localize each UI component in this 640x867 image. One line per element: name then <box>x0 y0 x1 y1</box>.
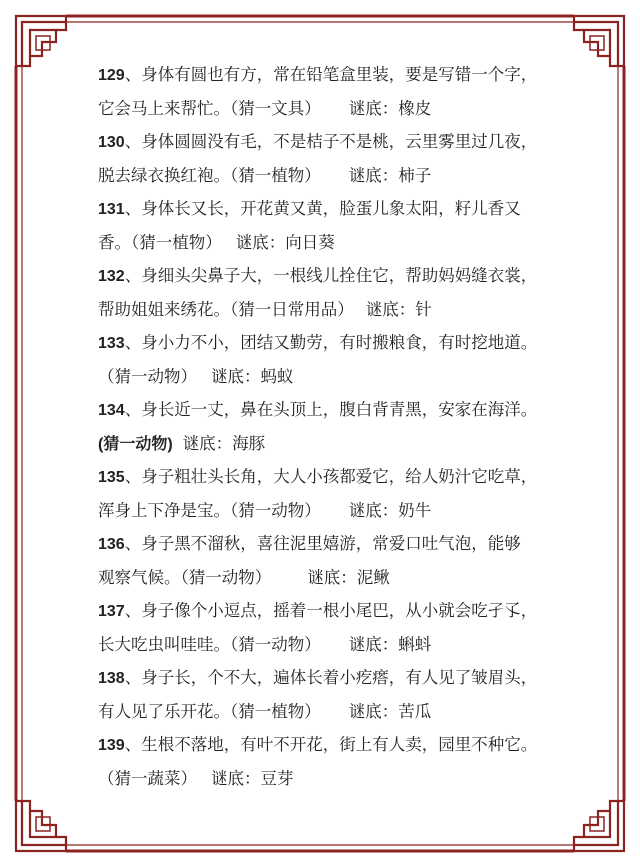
corner-ornament-top-left <box>16 16 66 66</box>
riddle-line <box>98 728 558 762</box>
riddle-item <box>98 594 558 661</box>
riddle-text: 长大吃虫叫哇哇。（猜一动物） <box>98 634 321 654</box>
riddle-item <box>98 192 558 259</box>
riddle-answer: 泥鳅 <box>356 567 390 587</box>
answer-label: 谜底： <box>211 366 261 386</box>
riddle-answer: 苦瓜 <box>398 701 432 721</box>
riddle-text: 、身子黑不溜秋，喜往泥里嬉游，常爱口吐气泡，能够 <box>124 534 521 553</box>
riddle-text: 、身体长又长，开花黄又黄，脸蛋儿象太阳，籽儿香又 <box>124 199 521 218</box>
riddle-line <box>98 226 558 260</box>
riddle-line <box>98 293 558 327</box>
riddle-line <box>98 762 558 796</box>
riddle-item <box>98 460 558 527</box>
riddle-item <box>98 125 558 192</box>
riddle-item <box>98 58 558 125</box>
riddle-answer: 蝌蚪 <box>398 634 432 654</box>
riddle-answer: 橡皮 <box>398 98 432 118</box>
riddle-number: 136 <box>98 536 125 553</box>
riddle-item <box>98 259 558 326</box>
riddle-line <box>98 695 558 729</box>
answer-label: 谜底： <box>348 701 399 721</box>
riddle-number: 139 <box>98 737 125 754</box>
riddle-text: 有人见了乐开花。（猜一植物） <box>98 701 321 721</box>
answer-label: 谜底： <box>365 299 416 319</box>
answer-label: 谜底： <box>348 634 399 654</box>
riddle-number: 138 <box>98 670 125 687</box>
riddle-answer: 柿子 <box>398 165 432 185</box>
riddle-line <box>98 92 558 126</box>
riddle-answer: 奶牛 <box>398 500 432 520</box>
riddle-text: 、身细头尖鼻子大，一根线儿拴住它，帮助妈妈缝衣裳， <box>124 266 538 285</box>
riddle-line <box>98 628 558 662</box>
riddle-line <box>98 661 558 695</box>
riddle-answer: 向日葵 <box>285 232 335 252</box>
corner-ornament-bottom-left <box>16 801 66 851</box>
riddle-text: 、身体圆圆没有毛，不是桔子不是桃，云里雾里过几夜， <box>124 132 538 151</box>
riddle-line <box>98 125 558 159</box>
riddle-line <box>98 594 558 628</box>
riddle-line <box>98 58 558 92</box>
riddle-item <box>98 728 558 795</box>
riddle-text: (猜一动物) <box>98 435 173 453</box>
answer-label: 谜底： <box>348 500 399 520</box>
riddle-number: 135 <box>98 469 125 486</box>
riddle-line <box>98 259 558 293</box>
riddle-line <box>98 494 558 528</box>
riddle-number: 132 <box>98 268 125 285</box>
answer-label: 谜底： <box>182 433 233 453</box>
riddle-list <box>98 58 558 795</box>
riddle-text: 、身长近一丈，鼻在头顶上，腹白背青黑，安家在海洋。 <box>124 400 538 419</box>
riddle-number: 129 <box>98 67 125 84</box>
riddle-answer: 豆芽 <box>260 768 294 788</box>
riddle-line <box>98 326 558 360</box>
riddle-line <box>98 360 558 394</box>
riddle-text: 脱去绿衣换红袍。（猜一植物） <box>98 165 321 185</box>
riddle-line <box>98 427 558 461</box>
answer-label: 谜底： <box>235 232 286 252</box>
riddle-item <box>98 527 558 594</box>
riddle-line <box>98 393 558 427</box>
riddle-number: 134 <box>98 402 125 419</box>
corner-ornament-top-right <box>574 16 624 66</box>
answer-label: 谜底： <box>307 567 357 587</box>
riddle-number: 137 <box>98 603 125 620</box>
riddle-answer: 针 <box>415 299 432 319</box>
riddle-text: 、身子长，个不大，遍体长着小疙瘩，有人见了皱眉头， <box>124 668 538 687</box>
riddle-text: 香。（猜一植物） <box>98 232 222 252</box>
riddle-text: 、身子像个小逗点，摇着一根小尾巴，从小就会吃孑孓， <box>124 601 538 620</box>
riddle-text: 帮助姐姐来绣花。（猜一日常用品） <box>98 299 354 319</box>
riddle-text: 观察气候。（猜一动物） <box>98 567 272 587</box>
riddle-text: 、身子粗壮头长角，大人小孩都爱它，给人奶汁它吃草， <box>124 467 538 486</box>
answer-label: 谜底： <box>211 768 261 788</box>
riddle-answer: 海豚 <box>232 433 266 453</box>
riddle-item <box>98 661 558 728</box>
corner-ornament-bottom-right <box>574 801 624 851</box>
riddle-line <box>98 159 558 193</box>
riddle-line <box>98 561 558 595</box>
riddle-number: 130 <box>98 134 125 151</box>
riddle-text: 它会马上来帮忙。（猜一文具） <box>98 98 321 118</box>
riddle-number: 133 <box>98 335 125 352</box>
riddle-line <box>98 460 558 494</box>
riddle-line <box>98 192 558 226</box>
riddle-text: 、身小力不小，团结又勤劳，有时搬粮食，有时挖地道。 <box>124 333 538 352</box>
riddle-item <box>98 393 558 460</box>
riddle-text: 、生根不落地，有叶不开花，街上有人卖，园里不种它。 <box>124 735 538 754</box>
riddle-text: 浑身上下净是宝。（猜一动物） <box>98 500 321 520</box>
riddle-text: 、身体有圆也有方，常在铅笔盒里装，要是写错一个字， <box>124 65 538 84</box>
riddle-answer: 蚂蚁 <box>260 366 294 386</box>
riddle-text: （猜一蔬菜） <box>98 768 197 788</box>
answer-label: 谜底： <box>348 165 399 185</box>
riddle-text: （猜一动物） <box>98 366 197 386</box>
riddle-number: 131 <box>98 201 125 218</box>
riddle-item <box>98 326 558 393</box>
answer-label: 谜底： <box>348 98 399 118</box>
riddle-line <box>98 527 558 561</box>
